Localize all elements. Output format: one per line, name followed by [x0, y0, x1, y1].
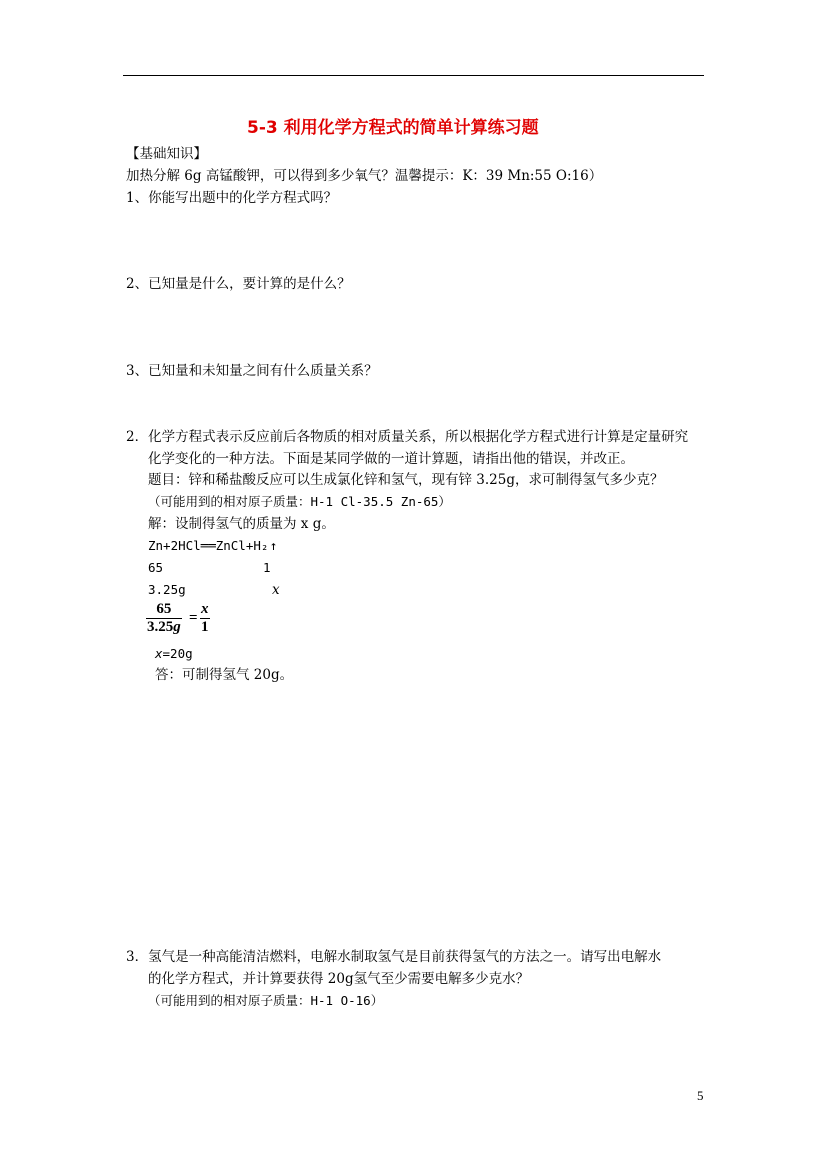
- ratio-left: 65: [148, 560, 164, 575]
- given-right: x: [272, 582, 280, 598]
- solution-set: 解：设制得氢气的质量为 x g。: [148, 516, 335, 532]
- answer-line: 答：可制得氢气 20g。: [155, 667, 294, 683]
- intro-question: 加热分解 6g 高锰酸钾，可以得到多少氧气？温馨提示：K：39 Mn:55 O:16）: [126, 168, 603, 184]
- problem-2-atomic-masses: （可能用到的相对原子质量：H-1 Cl-35.5 Zn-65）: [148, 494, 451, 509]
- gas-arrow-icon: ↑: [269, 538, 278, 553]
- chemical-equation: [148, 537, 278, 555]
- problem-2-statement: 题目：锌和稀盐酸反应可以生成氯化锌和氢气，现有锌 3.25g，求可制得氢气多少克？: [148, 472, 664, 488]
- section-heading: 【基础知识】: [126, 146, 207, 162]
- fraction-right-numerator: x: [201, 601, 209, 617]
- result-variable: x: [155, 646, 163, 661]
- result-value: =20g: [162, 646, 193, 661]
- result-line: [155, 645, 193, 663]
- fraction-right-denominator: 1: [201, 619, 209, 635]
- question-3: 3、已知量和未知量之间有什么质量关系？: [126, 363, 378, 379]
- header-rule: [123, 75, 704, 76]
- fraction-left-denominator: 3.25g: [147, 619, 181, 635]
- page-number: 5: [697, 1088, 704, 1103]
- problem-3-line-2: 的化学方程式，并计算要获得 20g氢气至少需要电解多少克水？: [148, 971, 530, 987]
- problem-3-line-1: 3．氢气是一种高能清洁燃料，电解水制取氢气是目前获得氢气的方法之一。请写出电解水: [126, 949, 662, 965]
- fraction-left-numerator: 65: [156, 601, 172, 617]
- question-2: 2、已知量是什么，要计算的是什么？: [126, 276, 351, 292]
- problem-2-line-2: 化学变化的一种方法。下面是某同学做的一道计算题，请指出他的错误，并改正。: [148, 451, 634, 467]
- fraction-left: [146, 601, 182, 636]
- equation-text: Zn+2HCl══ZnCl+H₂: [148, 538, 269, 553]
- given-left: 3.25g: [148, 582, 186, 597]
- ratio-right: 1: [263, 560, 271, 575]
- fraction-right: [200, 601, 210, 636]
- question-1: 1、你能写出题中的化学方程式吗？: [126, 190, 338, 206]
- equals-sign: =: [189, 610, 198, 626]
- problem-2-line-1: 2．化学方程式表示反应前后各物质的相对质量关系，所以根据化学方程式进行计算是定量研究: [126, 429, 689, 445]
- problem-3-atomic-masses: （可能用到的相对原子质量：H-1 O-16）: [148, 993, 384, 1008]
- document-title: 5-3 利用化学方程式的简单计算练习题: [247, 118, 539, 138]
